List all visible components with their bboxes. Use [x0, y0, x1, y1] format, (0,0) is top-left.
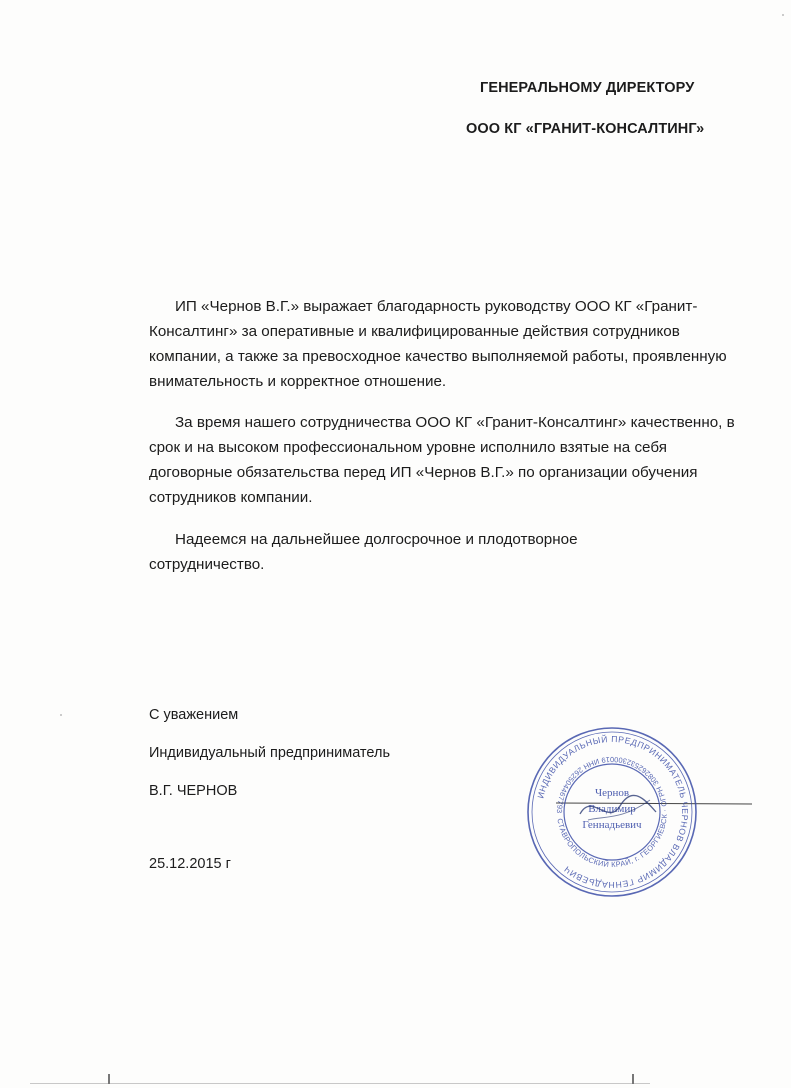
letter-body-3	[149, 527, 669, 577]
bottom-edge-line	[30, 1083, 650, 1084]
company-seal	[522, 722, 702, 902]
addressee-title: ГЕНЕРАЛЬНОМУ ДИРЕКТОРУ	[480, 80, 695, 96]
paragraph-hope: Надеемся на дальнейшее долгосрочное и плодотворное сотрудничество.	[149, 531, 578, 573]
signer-position: Индивидуальный предприниматель	[149, 745, 391, 761]
scan-mark-left	[108, 1074, 110, 1084]
letter-body	[149, 294, 741, 394]
letter-body-2	[149, 410, 741, 510]
signer-name: В.Г. ЧЕРНОВ	[149, 783, 238, 799]
seal-center-patronymic: Геннадьевич	[582, 819, 642, 831]
seal-center-name: Владимир	[588, 803, 636, 815]
paragraph-gratitude: ИП «Чернов В.Г.» выражает благодарность руководству ООО КГ «Гранит-Консалтинг» за оперативные и квалифицированные действия сотрудников компании, а также за превосходное качество выполняемой работы, проявленную внимательность и корректное отношение.	[149, 298, 727, 390]
scan-mark-right	[632, 1074, 634, 1084]
addressee-company: ООО КГ «ГРАНИТ-КОНСАЛТИНГ»	[466, 121, 705, 137]
paragraph-cooperation: За время нашего сотрудничества ООО КГ «Гранит-Консалтинг» качественно, в срок и на высоком профессиональном уровне исполнило взятые на себя договорные обязательства перед ИП «Чернов В.Г.» по организации обучения сотрудников компании.	[149, 414, 735, 506]
seal-outer-text: ИНДИВИДУАЛЬНЫЙ ПРЕДПРИНИМАТЕЛЬ ЧЕРНОВ ВЛАДИМИР ГЕННАДЬЕВИЧ	[535, 733, 691, 891]
seal-center-surname: Чернов	[594, 787, 630, 799]
closing-phrase: С уважением	[149, 707, 239, 723]
seal-icon	[522, 722, 702, 902]
scan-speck-2	[60, 714, 62, 716]
scan-speck	[782, 14, 784, 16]
letter-date: 25.12.2015 г	[149, 856, 231, 872]
seal-inner-text: СТАВРОПОЛЬСКИЙ КРАЙ, г. ГЕОРГИЕВСК · ОГРН 308262532300019 ИНН 262504467793	[554, 754, 670, 870]
